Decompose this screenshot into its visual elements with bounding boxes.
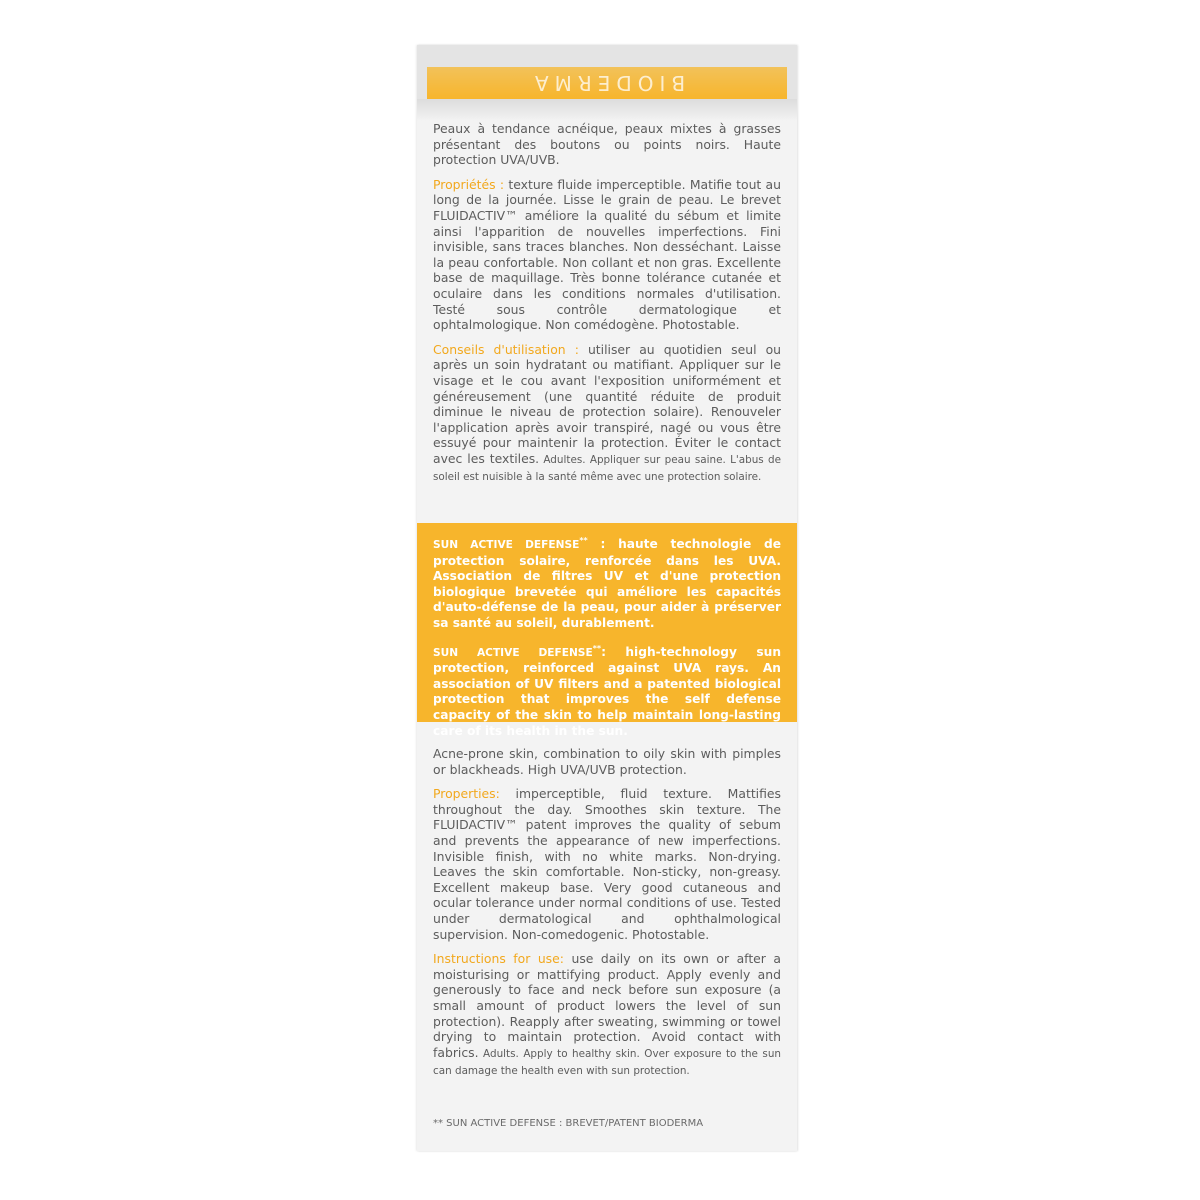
french-usage-small: Adultes. Appliquer sur peau saine. L'abus de soleil est nuisible à la santé même avec une protection solaire. (433, 453, 781, 484)
english-intro: Acne-prone skin, combination to oily skin with pimples or blackheads. High UVA/UVB protection. (433, 746, 781, 777)
flap-shadow (417, 99, 797, 121)
english-properties-label: Properties: (433, 786, 500, 802)
french-usage-label: Conseils d'utilisation : (433, 341, 579, 357)
band-english-label: SUN ACTIVE DEFENSE (433, 646, 593, 659)
french-text-block (433, 121, 781, 495)
box-top-flap (417, 45, 797, 99)
band-french (433, 533, 781, 632)
french-usage (433, 342, 781, 486)
band-english-stars: ** (592, 643, 602, 653)
french-properties-label: Propriétés : (433, 176, 505, 192)
english-usage-label: Instructions for use: (433, 951, 564, 967)
band-french-stars: ** (579, 536, 588, 545)
french-properties-text: texture fluide imperceptible. Matifie tout au long de la journée. Lisse le grain de peau. Le brevet FLUIDACTIV™ améliore la qualité du sébum et limite ainsi l'apparition de nouvelles imperfections. Fini invisible, sans traces blanches. Non desséchant. Laisse la peau confortable. Non collant et non gras. Excellente base de maquillage. Très bonne tolérance cutanée et oculaire dans les conditions normales d'utilisation. Testé sous contrôle dermatologique et ophtalmologique. Non comédogène. Photostable. (433, 176, 782, 333)
sun-active-defense-band (417, 523, 797, 738)
band-french-text: : haute technologie de protection solaire, renforcée dans les UVA. Association de filtres UV et d'une protection biologique brevetée qui améliore les capacités d'auto-défense de la peau, pour aider à préserver sa santé au soleil, durablement. (433, 537, 781, 631)
english-usage-small: Adults. Apply to healthy skin. Over exposure to the sun can damage the health even with sun protection. (433, 1047, 781, 1078)
band-text (433, 533, 781, 748)
french-usage-text: utiliser au quotidien seul ou après un soin hydratant ou matifiant. Appliquer sur le visage et le cou avant l'exposition uniformément et généreusement (une quantité réduite de produit diminue le niveau de protection solaire). Renouveler l'application après avoir transpiré, nagé ou vous être essuyé pour maintenir la protection. Éviter le contact avec les textiles. (433, 341, 782, 466)
brand-logo: BIODERMA (528, 71, 686, 95)
english-text-block (433, 746, 781, 1089)
product-box (417, 45, 797, 1151)
french-intro: Peaux à tendance acnéique, peaux mixtes à grasses présentant des boutons ou points noirs. Haute protection UVA/UVB. (433, 121, 781, 168)
english-usage-text: use daily on its own or after a moisturising or mattifying product. Apply evenly and generously to face and neck before sun exposure (a small amount of product lowers the level of sun protection). Reapply after sweating, swimming or towel drying to maintain protection. Avoid contact with fabrics. (433, 951, 781, 1060)
english-usage (433, 951, 781, 1080)
band-english-text: : high-technology sun protection, reinforced against UVA rays. An association of UV filters and a patented biological protection that improves the self defense capacity of the skin to help maintain long-lasting care of its health in the sun. (433, 644, 781, 738)
english-properties-text: imperceptible, fluid texture. Mattifies throughout the day. Smoothes skin texture. The FLUIDACTIV™ patent improves the quality of sebum and prevents the appearance of new imperfections. Invisible finish, with no white marks. Non-drying. Leaves the skin comfortable. Non-sticky, non-greasy. Excellent makeup base. Very good cutaneous and ocular tolerance under normal conditions of use. Tested under dermatological and ophthalmological supervision. Non-comedogenic. Photostable. (433, 786, 781, 942)
band-french-label: SUN ACTIVE DEFENSE (433, 539, 580, 552)
french-properties (433, 177, 781, 333)
footnote: ** SUN ACTIVE DEFENSE : BREVET/PATENT BIODERMA (433, 1118, 704, 1129)
band-english (433, 641, 781, 740)
english-properties (433, 786, 781, 942)
